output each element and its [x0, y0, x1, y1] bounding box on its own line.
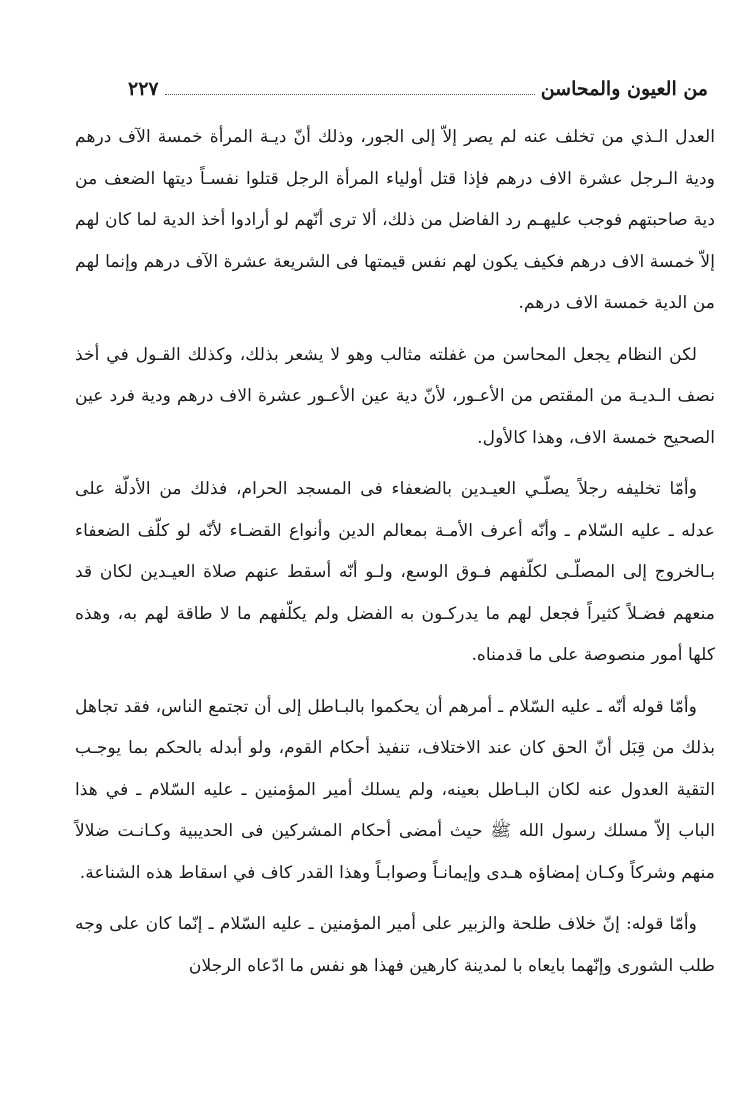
page-number: ٢٢٧ — [128, 78, 159, 100]
paragraph: لكن النظام يجعل المحاسن من غفلته مثالب وهو لا يشعر بذلك، وكذلك القـول في أخذ نصف الـديـة من المقتص من الأعـور، لأنّ دية عين الأعـور عشرة الاف درهم ودية فرد عين الصحيح خمسة الاف، وهذا كالأول. — [75, 344, 715, 448]
paragraph: وأمّا قوله أنّه ـ عليه السّلام ـ أمرهم أن يحكموا بالبـاطل إلى أن تجتمع الناس، فقد تجاهل بذلك من قِبَل أنّ الحق كان عند الاختلاف، تنفيذ أحكام القوم، ولو أبدله بالحكم بما يوجـب التقية العدول عنه لكان البـاطل بعينه، ولم يسلك أمير المؤمنين ـ عليه السّلام ـ في هذا الباب إلاّ مسلك رسول الله ﷺ حيث أمضى أحكام المشركين فى الحديبية وكـانـت ضلالاً منهم وشركاً وكـان إمضاؤه هـدى وإيمانـاً وصوابـاً وهذا القدر كاف في اسقاط هذه الشناعة. — [75, 696, 715, 883]
page-header — [128, 72, 708, 106]
paragraph: وأمّا تخليفه رجلاً يصلّـي العيـدين بالضعفاء فى المسجد الحرام، فذلك من الأدلّة على عدله ـ عليه السّلام ـ وأنّه أعرف الأمـة بمعالم الدين وأنواع القضـاء لأنّه لو كلّف الضعفاء بـالخروج إلى المصلّـى لكلّفهم فـوق الوسع، ولـو أنّه أسقط عنهم صلاة العيـدين لكان قد منعهم فضـلاً كثيراً فجعل لهم ما يدركـون به الفضل ولم يكلّفهم ما لا طاقة لهم به، وهذه كلها أمور منصوصة على ما قدمناه. — [75, 479, 715, 665]
running-title: من العيون والمحاسن — [540, 78, 708, 100]
paragraph: وأمّا قوله: إنّ خلاف طلحة والزبير على أمير المؤمنين ـ عليه السّلام ـ إنّما كان على وجه طلب الشورى وإنّهما بايعاه با لمدينة كارهين فهذا هو نفس ما ادّعاه الرجلان — [75, 914, 715, 976]
body-text — [75, 117, 715, 997]
leader-dots — [165, 94, 535, 95]
paragraph: العدل الـذي من تخلف عنه لم يصر إلاّ إلى الجور، وذلك أنّ ديـة المرأة خمسة الآف درهم ودية الـرجل عشرة الاف درهم فإذا قتل أولياء المرأة الرجل قتلوا نفسـاً ديتها الضعف من دية صاحبتهم فوجب عليهـم رد الفاضل من ذلك، ألا ترى أنّهم لو أرادوا أخذ الدية لما كان لهم إلاّ خمسة الاف درهم فكيف يكون لهم نفس قيمتها فى الشريعة عشرة الآف درهم وإنما لهم من الدية خمسة الاف درهم. — [75, 127, 715, 313]
